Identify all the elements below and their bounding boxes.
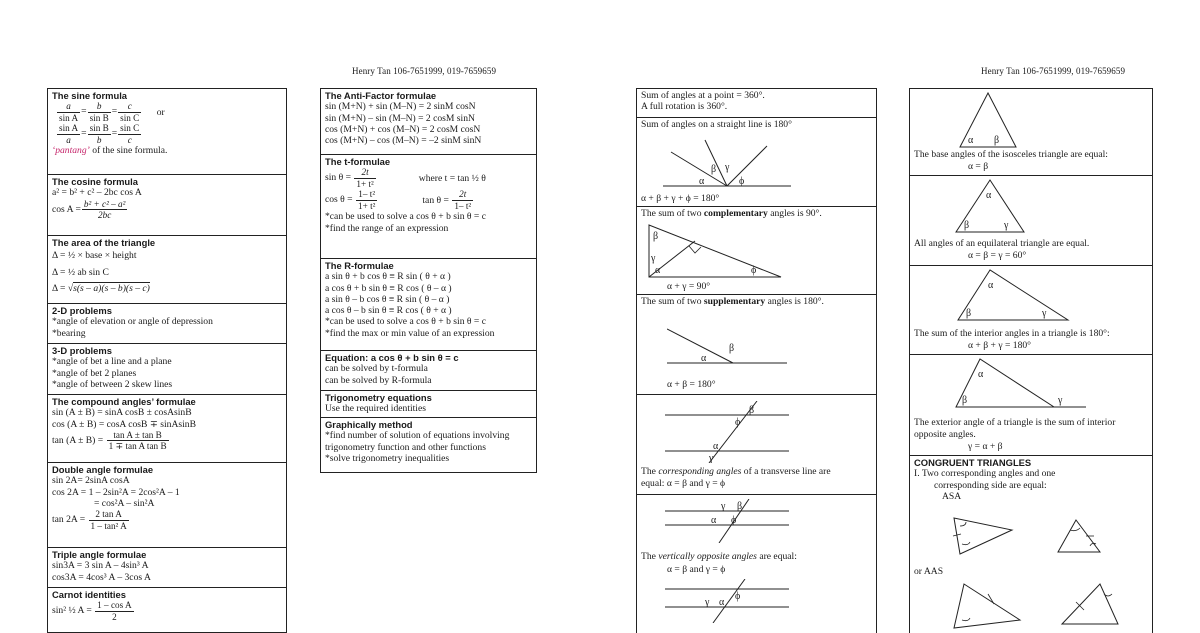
- square-root-expression: s(s – a)(s – b)(s – c): [73, 282, 150, 294]
- svg-text:γ: γ: [1004, 220, 1009, 231]
- svg-text:α: α: [655, 265, 661, 276]
- svg-text:α: α: [713, 441, 719, 452]
- beta-label: β: [711, 164, 717, 175]
- gamma-label: γ: [725, 162, 730, 173]
- svg-text:γ: γ: [651, 253, 656, 264]
- svg-text:α: α: [968, 135, 974, 146]
- congruent-triangles-section: CONGRUENT TRIANGLES I. Two corresponding angles and one corresponding side are equal: ASA or AAS: [910, 456, 1152, 633]
- svg-text:α: α: [711, 515, 717, 526]
- exterior-angle-triangle-diagram: [950, 357, 1090, 413]
- header-contact-left: Henry Tan 106-7651999, 019-7659659: [352, 66, 497, 76]
- 3d-problems-section: 3-D problems *angle of bet a line and a plane *angle of bet 2 planes *angle of between 2 skew lines: [48, 344, 286, 395]
- transverse-lines-diagram: [665, 579, 805, 623]
- section-title: The sine formula: [52, 90, 128, 101]
- svg-text:ϕ: ϕ: [751, 265, 757, 276]
- pantang-note: ‘pantang’: [52, 145, 90, 157]
- svg-text:β: β: [749, 405, 755, 416]
- isosceles-triangle-section: α β The base angles of the isosceles triangle are equal: α = β: [910, 89, 1152, 176]
- svg-text:β: β: [729, 343, 735, 354]
- vertically-opposite-angles-section: γ β α ϕ The vertically opposite angles are equal: α = β and γ = ϕ ϕ γ α: [637, 495, 876, 595]
- triple-angle-section: Triple angle formulae sin3A = 3 sin A – 4sin³ A cos3A = 4cos³ A – 3cos A: [48, 548, 286, 588]
- svg-text:α: α: [988, 280, 994, 291]
- svg-text:γ: γ: [705, 597, 710, 608]
- formula-column-1: [47, 88, 287, 633]
- interior-angles-triangle-diagram: [950, 268, 1080, 324]
- phi-label: ϕ: [739, 176, 745, 187]
- equation-section: Equation: a cos θ + b sin θ = c can be solved by t-formula can be solved by R-formula: [321, 351, 536, 391]
- svg-text:α: α: [701, 353, 707, 364]
- triangle-area-section: The area of the triangle Δ = ½ × base × height Δ = ½ ab sin C Δ = √s(s – a)(s – b)(s – c): [48, 236, 286, 304]
- formula-column-2: [320, 88, 537, 473]
- geometry-column-3: [636, 88, 877, 633]
- cosine-formula-section: The cosine formula a² = b² + c² – 2bc cos A cos A = $\frac{\text{b² + c² – a²}}{2bc}$: [48, 175, 286, 236]
- sine-formula-section: The sine formula $\frac{a}{\text{sin A}}$ = $\frac{b}{\text{sin B}}$ = $\frac{c}{\text{sin C}}$ or $\frac{\text{sin A}}{a}$ = $\frac{\text{sin B}}{b}$ = $\frac{\text{sin C}}{c}$ ‘pantang’ of the sine formula.: [48, 89, 286, 175]
- angles-at-point-section: Sum of angles at a point = 360°. A full rotation is 360°.: [637, 89, 876, 118]
- svg-text:ϕ: ϕ: [735, 591, 741, 602]
- svg-text:β: β: [964, 220, 970, 231]
- svg-text:β: β: [994, 135, 1000, 146]
- geometry-column-4: [909, 88, 1153, 633]
- section-title: The area of the triangle: [52, 237, 156, 248]
- svg-text:γ: γ: [721, 501, 726, 512]
- equilateral-triangle-section: α β γ All angles of an equilateral triangle are equal. α = β = γ = 60°: [910, 176, 1152, 266]
- svg-text:γ: γ: [1042, 308, 1047, 319]
- svg-text:γ: γ: [1058, 395, 1063, 406]
- or-label: or: [156, 106, 165, 118]
- exterior-angle-section: α β γ The exterior angle of a triangle is the sum of interior opposite angles. γ = α + β: [910, 355, 1152, 456]
- t-formulae-section: The t-formulae sin θ = $\frac{2t}{\text{1+ t²}}$ where t = tan ½ θ cos θ = $\frac{\text{1– t²}}{\text{1+ t²}}$ tan θ = $\frac{2t}{\text{1– t²}}$ *can be used to solve a cos θ + b sin θ = c *find the range of an expression: [321, 155, 536, 259]
- svg-text:β: β: [962, 395, 968, 406]
- svg-text:γ: γ: [709, 453, 714, 463]
- vertically-opposite-angles-diagram: [665, 499, 805, 543]
- isosceles-triangle-diagram: [954, 91, 1024, 149]
- svg-text:ϕ: ϕ: [731, 515, 737, 526]
- aas-triangles-diagram: [950, 580, 1153, 630]
- equilateral-triangle-diagram: [952, 178, 1032, 236]
- alpha-label: α: [699, 176, 705, 187]
- svg-text:α: α: [719, 597, 725, 608]
- corresponding-angles-diagram: [665, 401, 805, 463]
- r-formulae-section: The R-formulae a sin θ + b cos θ ≡ R sin ( θ + α ) a cos θ + b sin θ ≡ R cos ( θ – α ) a sin θ – b cos θ ≡ R sin ( θ – α ) a cos θ – b sin θ ≡ R cos ( θ + α ) *can be used to solve a cos θ + b sin θ = c *find the max or min value of an expression: [321, 259, 536, 351]
- svg-text:β: β: [966, 308, 972, 319]
- asa-triangles-diagram: [950, 514, 1153, 560]
- svg-text:β: β: [737, 501, 743, 512]
- graphical-method-section: Graphically method *find number of solution of equations involving trigonometry function and other functions *solve trigonometry inequalities: [325, 419, 510, 464]
- svg-text:β: β: [653, 231, 659, 242]
- 2d-problems-section: 2-D problems *angle of elevation or angle of depression *bearing: [48, 304, 286, 344]
- header-contact-right: Henry Tan 106-7651999, 019-7659659: [981, 66, 1126, 76]
- svg-text:α: α: [986, 190, 992, 201]
- corresponding-angles-section: β ϕ α γ The corresponding angles of a transverse line are equal: α = β and γ = ϕ: [637, 395, 876, 495]
- complementary-angles-section: The sum of two complementary angles is 90°. β γ α ϕ α + γ = 90°: [637, 207, 876, 295]
- double-angle-section: Double angle formulae sin 2A= 2sinA cosA cos 2A = 1 – 2sin²A = 2cos²A – 1 = cos²A – sin²A tan 2A = $\frac{\text{2 tan A}}{\text{1 – tan² A}}$: [48, 463, 286, 548]
- supplementary-angles-diagram: [667, 323, 807, 373]
- svg-text:α: α: [978, 369, 984, 380]
- carnot-identities-section: Carnot identities sin² ½ A = $\frac{\text{1 – cos A}}{2}$: [52, 589, 132, 622]
- section-title: The cosine formula: [52, 176, 138, 187]
- compound-angles-section: The compound angles’ formulae sin (A ± B) = sinA cosB ± cosAsinB cos (A ± B) = cosA cosB ∓ sinAsinB tan (A ± B) = $\frac{\text{tan A ± tan B}}{\text{1 ∓ tan A tan B}}$: [48, 395, 286, 463]
- svg-text:ϕ: ϕ: [735, 417, 741, 428]
- straight-line-angles-section: Sum of angles on a straight line is 180° α β γ ϕ α + β + γ + ϕ = 180°: [637, 118, 876, 207]
- supplementary-angles-section: The sum of two supplementary angles is 180°. α β α + β = 180°: [637, 295, 876, 395]
- interior-angles-section: α β γ The sum of the interior angles in a triangle is 180°: α + β + γ = 180°: [910, 266, 1152, 355]
- straight-line-angles-diagram: [663, 132, 803, 192]
- complementary-angles-diagram: [647, 221, 797, 283]
- trig-equations-section: Trigonometry equations Use the required identities: [321, 391, 536, 418]
- anti-factor-section: The Anti-Factor formulae sin (M+N) + sin (M–N) = 2 sinM cosN sin (M+N) – sin (M–N) = 2 cosM sinN cos (M+N) + cos (M–N) = 2 cosM cosN cos (M+N) – cos (M–N) = –2 sinM sinN: [321, 89, 536, 155]
